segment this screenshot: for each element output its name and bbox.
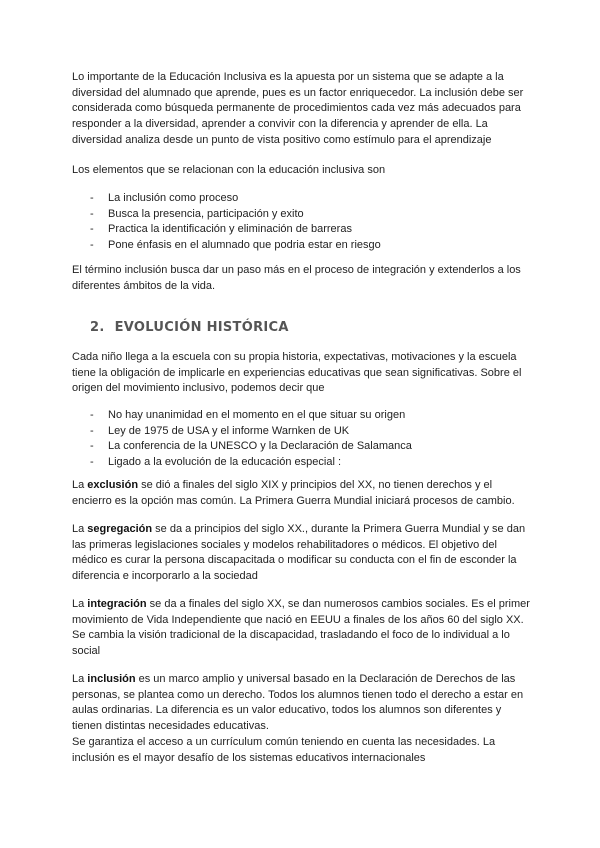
intro-paragraph-1: Lo importante de la Educación Inclusiva es la apuesta por un sistema que se adapte a la diversidad del alumnado que aprende, pues es un factor enriquecedor. La inclusión debe ser considerada como búsqueda permanente de procedimientos cada vez más adecuados para responder a la diversidad, aprender a convivir con la diferencia y aprender de ella. La diversidad analiza desde un punto de vista positivo como estímulo para el aprendizaje (72, 71, 524, 146)
term-segregacion: segregación (87, 523, 153, 535)
intro-list (90, 191, 381, 253)
list-item: - Busca la presencia, participación y exito (90, 207, 381, 223)
history-list (90, 408, 412, 470)
term-exclusion: exclusión (87, 479, 139, 491)
intro-paragraph-3: El término inclusión busca dar un paso más en el proceso de integración y extenderlos a los diferentes ámbitos de la vida. (72, 264, 521, 292)
list-item: - La conferencia de la UNESCO y la Declaración de Salamanca (90, 439, 412, 455)
term-integracion: integración (87, 598, 147, 610)
inclusion-text: es un marco amplio y universal basado en la Declaración de Derechos de las personas, se plantea como un derecho. Todos los alumnos tienen todo el derecho a estar en aulas ordinarias. La diferencia es un valor educativo, todos los alumnos son diferentes y tienen distintas necesidades educativas. (72, 673, 524, 733)
paragraph-prefix: La (72, 479, 88, 491)
paragraph-prefix: La (72, 523, 88, 535)
section-title: EVOLUCIÓN HISTÓRICA (114, 320, 289, 335)
section-heading (90, 320, 289, 335)
term-inclusion: inclusión (87, 673, 136, 685)
list-item: - Practica la identificación y eliminación de barreras (90, 222, 381, 238)
list-item: - La inclusión como proceso (90, 191, 381, 207)
section-number: 2. (90, 320, 105, 335)
integracion-text: se da a finales del siglo XX, se dan numerosos cambios sociales. Es el primer movimiento de Vida Independiente que nació en EEUU a finales de los años 60 del siglo XX. Se cambia la visión tradicional de la discapacidad, trasladando el foco de lo individual a lo social (72, 598, 530, 658)
paragraph-prefix: La (72, 673, 88, 685)
list-item: - Pone énfasis en el alumnado que podria estar en riesgo (90, 238, 381, 254)
list-item: - Ley de 1975 de USA y el informe Warnken de UK (90, 424, 412, 440)
inclusion-paragraph (72, 672, 534, 766)
segregacion-paragraph (72, 522, 534, 585)
history-paragraph-1: Cada niño llega a la escuela con su propia historia, expectativas, motivaciones y la escuela tiene la obligación de implicarle en experiencias educativas que sean significativas. Sobre el origen del movimiento inclusivo, podemos decir que (72, 351, 522, 395)
paragraph-prefix: La (72, 598, 88, 610)
intro-paragraph-2: Los elementos que se relacionan con la educación inclusiva son (72, 164, 386, 176)
list-item: - No hay unanimidad en el momento en el que situar su origen (90, 408, 412, 424)
segregacion-text: se da a principios del siglo XX., durante la Primera Guerra Mundial y se dan las primeras legislaciones sociales y modelos rehabilitadores o médicos. El objetivo del médico es curar la persona discapacitada o modificar su conducta con el fin de esconder la diferencia e incorporarlo a la sociedad (72, 523, 526, 583)
inclusion-text-2: Se garantiza el acceso a un currículum común teniendo en cuenta las necesidades. La inclusión es el mayor desafío de los sistemas educativos internacionales (72, 735, 496, 764)
exclusion-paragraph (72, 478, 534, 509)
exclusion-text: se dió a finales del siglo XIX y principios del XX, no tienen derechos y el encierro es la opción mas común. La Primera Guerra Mundial iniciará procesos de cambio. (72, 479, 515, 507)
integracion-paragraph (72, 597, 534, 660)
list-item: - Ligado a la evolución de la educación especial : (90, 455, 412, 471)
